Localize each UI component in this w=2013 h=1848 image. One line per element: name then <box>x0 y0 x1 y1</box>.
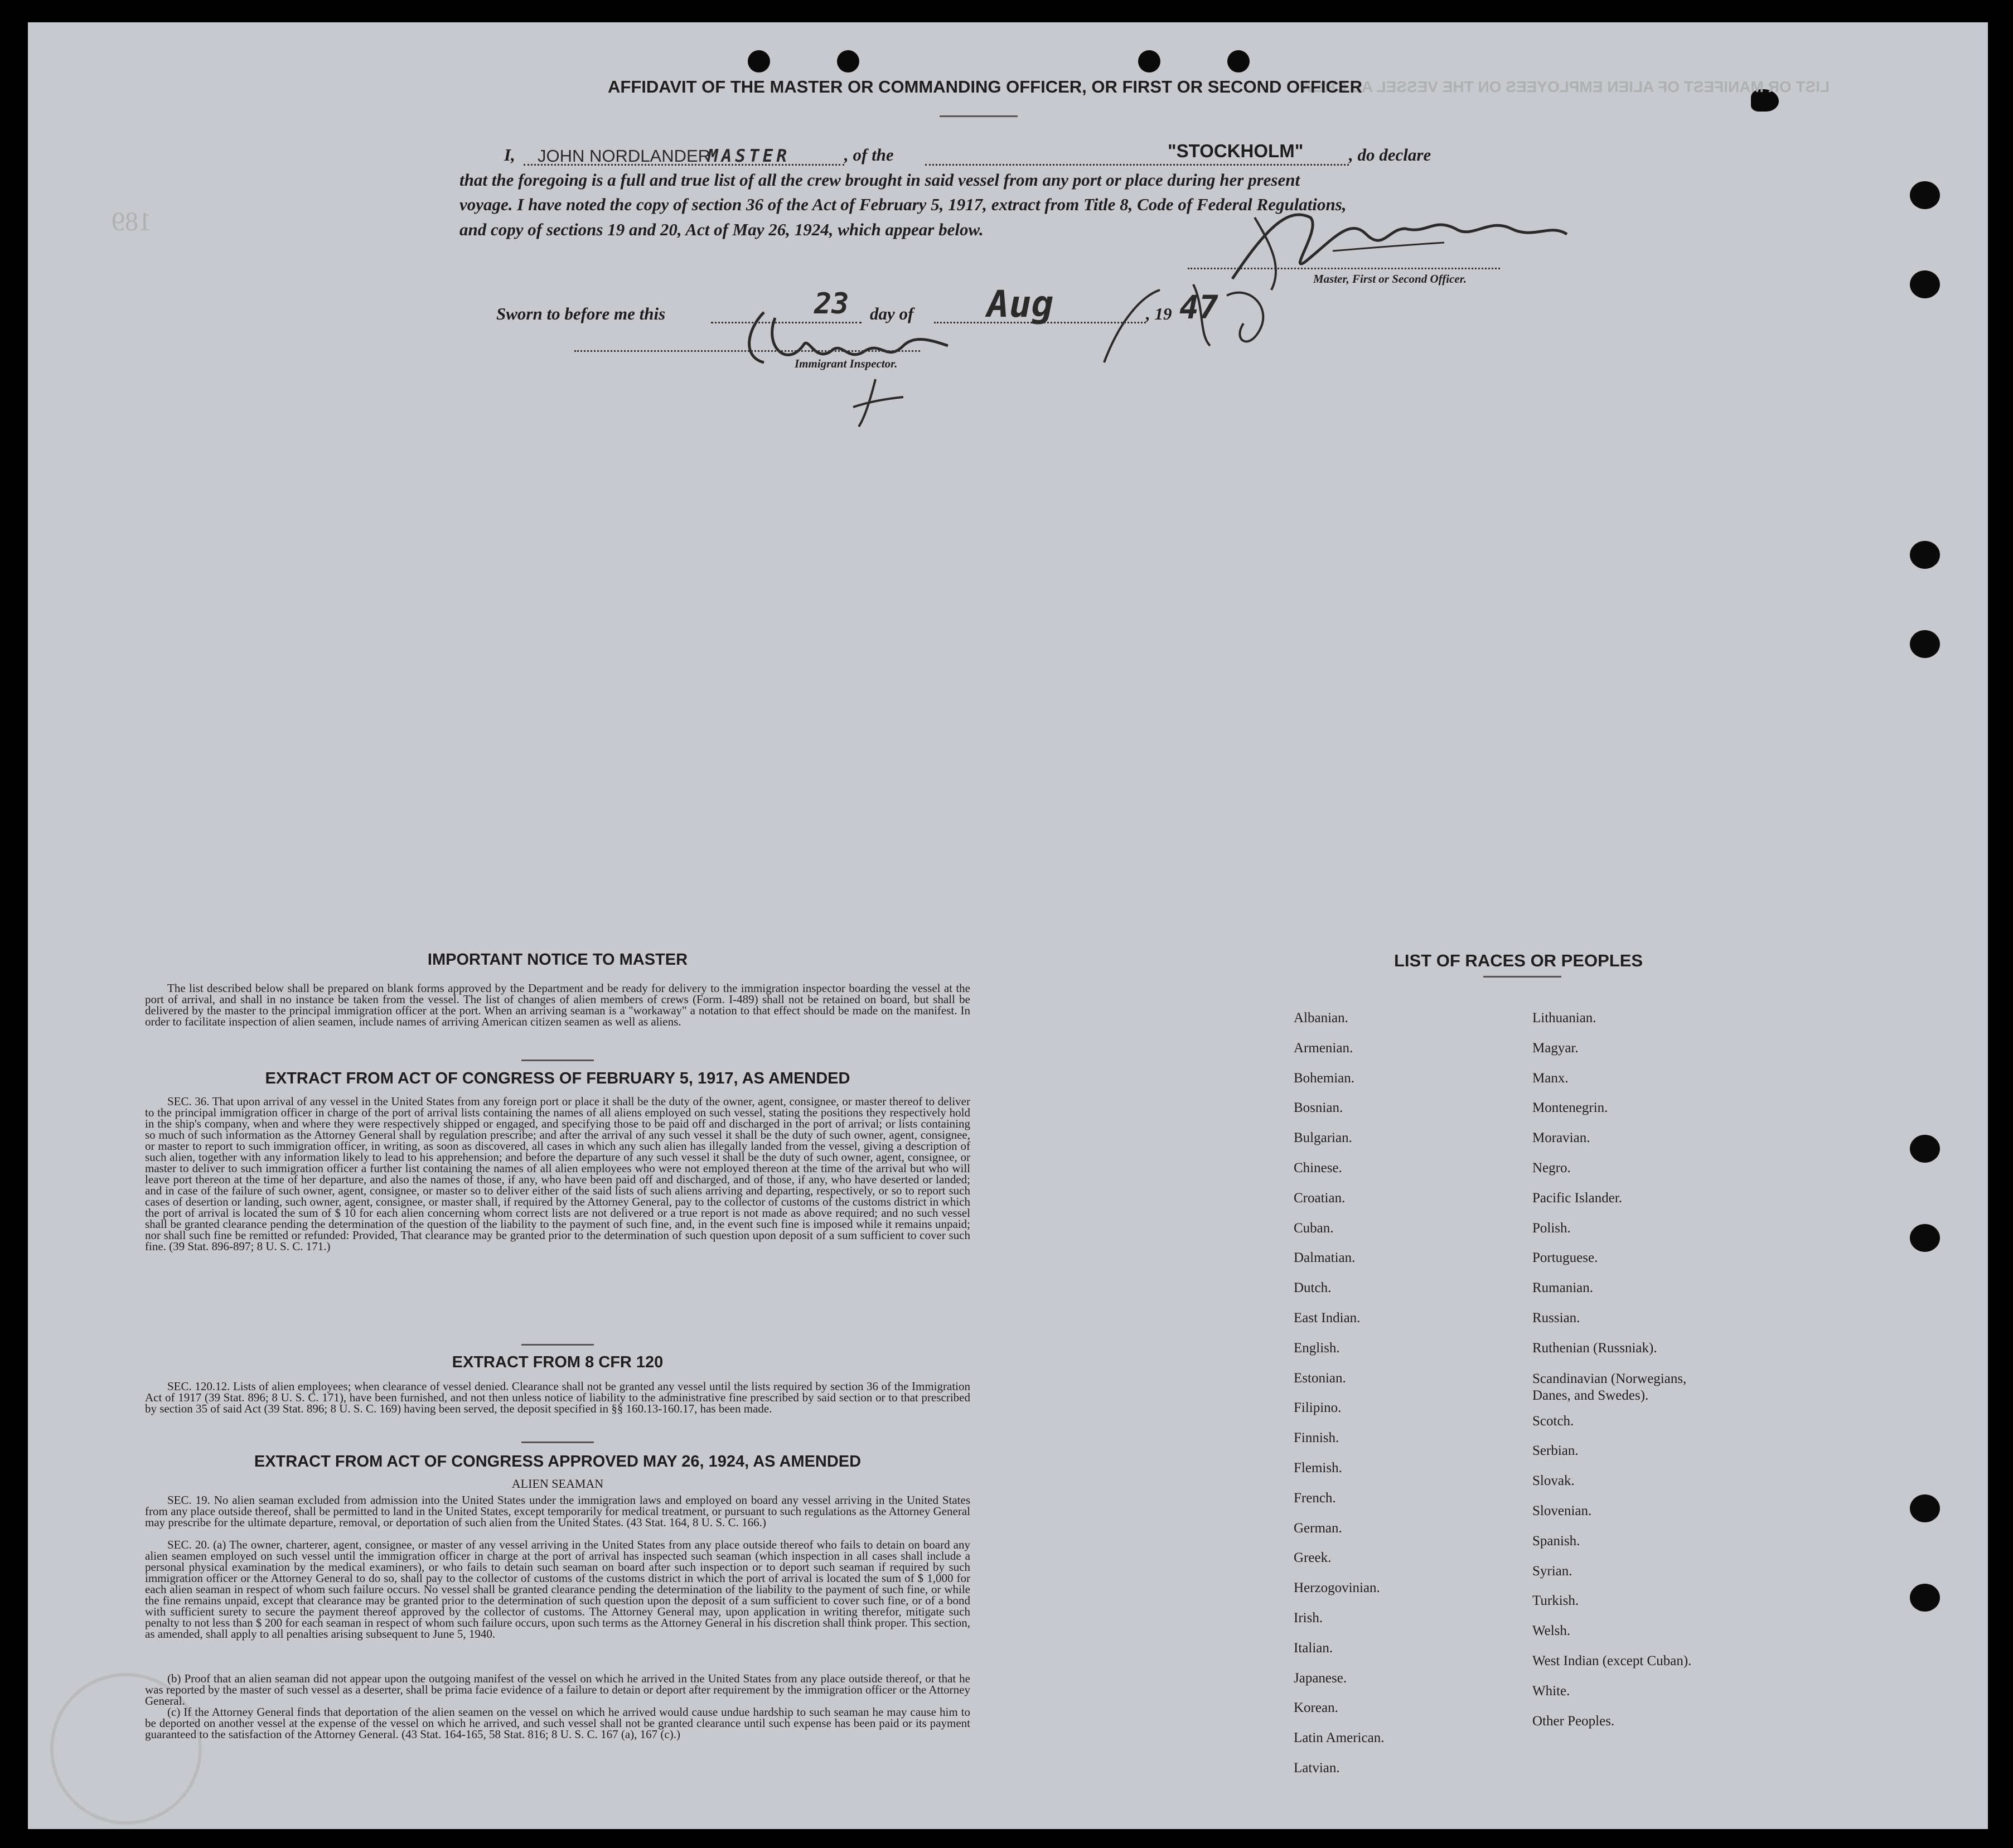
extract-cfr-body: SEC. 120.12. Lists of alien employees; when clearance of vessel denied. Clearance shall not be granted any vessel until the lists required by section 36 of the Immigration Act of 1917 (39 Stat. 896; 8 U. S. C. 171), have been furnished, and not then unless notice of liability to the administrative fine prescribed by said section or to that prescribed by section 35 of said Act (39 Stat. 896; 8 U. S. C. 169) having been served, the deposit specified in §§ 160.13-160.17, has been made. <box>145 1380 970 1415</box>
divider <box>940 115 1018 117</box>
master-name: JOHN NORDLANDER <box>538 146 711 166</box>
inspector-signature-line <box>574 350 920 352</box>
extract-cfr-title: EXTRACT FROM 8 CFR 120 <box>452 1353 664 1371</box>
bleed-through-header: LIST OR MANIFEST OF ALIEN EMPLOYEES ON THE VESSEL AS CREW <box>1299 78 1830 95</box>
sworn-label: Sworn to before me this <box>496 304 666 323</box>
race-item: Cuban. <box>1294 1220 1334 1236</box>
document-page <box>28 22 1988 1829</box>
extract-1924-title: EXTRACT FROM ACT OF CONGRESS APPROVED MAY 26, 1924, AS AMENDED <box>254 1453 862 1470</box>
punch-hole <box>1910 541 1940 569</box>
vessel-field-line <box>925 164 1349 166</box>
divider <box>521 1441 594 1443</box>
race-item: Negro. <box>1532 1160 1571 1175</box>
race-item: Spanish. <box>1532 1533 1580 1549</box>
year-prefix: , 19 <box>1146 304 1172 323</box>
race-item: Portuguese. <box>1532 1250 1598 1266</box>
notice-title: IMPORTANT NOTICE TO MASTER <box>427 951 688 969</box>
race-item: Syrian. <box>1532 1563 1572 1579</box>
race-item: Slovenian. <box>1532 1503 1592 1518</box>
divider <box>521 1060 594 1061</box>
punch-hole <box>837 50 859 72</box>
race-item: Manx. <box>1532 1070 1569 1086</box>
race-item: Magyar. <box>1532 1040 1579 1056</box>
punch-hole <box>1227 50 1250 72</box>
punch-hole <box>1910 1135 1940 1163</box>
race-item: Albanian. <box>1294 1010 1348 1025</box>
extract-1924-sec20c: (c) If the Attorney General finds that deportation of the alien seamen on the vessel on which he arrived would cause undue hardship to such seaman he may cause him to be deported on another vessel at the expense of the vessel on which he arrived, and such vessel shall not be granted clearance until such expense has been paid or its payment guaranteed to the satisfaction of the Attorney General. (43 Stat. 164-165, 58 Stat. 816; 8 U. S. C. 167 (a), 167 (c).) <box>145 1705 970 1741</box>
punch-hole <box>1910 181 1940 209</box>
race-item: Pacific Islander. <box>1532 1190 1623 1206</box>
extract-1924-sec20a: SEC. 20. (a) The owner, charterer, agent, consignee, or master of any vessel arriving in the United States from any place outside thereof who fails to detain on board any alien seamen employed on such vessel until the immigration officer in charge at the port of arrival has inspected such seaman (which inspection in all cases shall include a personal physical examination by the medical examiners), or who fails to detain such seaman on board after such inspection or to deport such seaman if required by such immigration officer or the Attorney General to do so, shall pay to the collector of customs of the customs district in which the port of arrival is located the sum of $ 1,000 for each alien seaman in respect of whom such failure occurs. No vessel shall be granted clearance pending the determination of the liability to the payment of such fine, or while the fine remains unpaid, except that clearance may be granted prior to the determination of such question upon the deposit of a sum sufficient to cover such fine, or of a bond with sufficient surety to secure the payment thereof approved by the collector of customs. The Attorney General may, upon application in writing therefor, mitigate such penalty to not less than $ 200 for each seaman in respect of whom such failure occurs, upon such terms as the Attorney General in his discretion shall think proper. This section, as amended, shall apply to all penalties arising subsequent to June 5, 1940. <box>145 1538 970 1641</box>
race-item: Italian. <box>1294 1640 1333 1656</box>
extract-1924-sec19: SEC. 19. No alien seaman excluded from admission into the United States under the immigration laws and employed on board any vessel arriving in the United States from any place outside thereof, shall be permitted to land in the United States, except temporarily for medical treatment, or pursuant to such regulations as the Attorney General may prescribe for the ultimate departure, removal, or deportation of such alien from the United States. (43 Stat. 164, 8 U. S. C. 166.) <box>145 1493 970 1529</box>
race-item: Ruthenian (Russniak). <box>1532 1340 1657 1356</box>
race-item: Bosnian. <box>1294 1100 1343 1116</box>
pre-name: I, <box>504 145 515 165</box>
divider <box>1483 976 1561 978</box>
inspector-initial-flourish <box>1093 262 1294 385</box>
punch-hole <box>1910 630 1940 658</box>
race-item: Flemish. <box>1294 1460 1342 1476</box>
of-the-label: , of the <box>844 145 894 165</box>
day-of-label: day of <box>870 304 914 323</box>
race-item: Filipino. <box>1294 1400 1342 1416</box>
race-item: Chinese. <box>1294 1160 1342 1175</box>
race-item: Finnish. <box>1294 1430 1339 1446</box>
punch-hole <box>1910 1584 1940 1612</box>
race-item: Moravian. <box>1532 1130 1590 1146</box>
race-item: Turkish. <box>1532 1593 1579 1609</box>
punch-hole <box>1138 50 1160 72</box>
master-signature-label: Master, First or Second Officer. <box>1313 272 1467 286</box>
race-item: Latin American. <box>1294 1730 1385 1746</box>
punch-hole <box>1910 1494 1940 1522</box>
notice-body: The list described below shall be prepared on blank forms approved by the Department and be ready for delivery to the immigration inspector boarding the vessel at the port of arrival, and shall in no instance be taken from the vessel. The list of changes of alien members of crews (Form. I-489) shall not be retained on board, but shall be delivered by the master to the principal immigration officer at the port. When an arriving seaman is a "workaway" a notation to that effect should be made on the manifest. In order to facilitate inspection of alien seamen, include names of arriving American citizen seamen as well as aliens. <box>145 981 970 1028</box>
declaration-line-4: and copy of sections 19 and 20, Act of May 26, 1924, which appear below. <box>459 220 984 239</box>
race-item: Lithuanian. <box>1532 1010 1596 1025</box>
race-item: Scotch. <box>1532 1413 1574 1429</box>
sworn-year: 47 <box>1179 288 1218 326</box>
declaration-line-3: voyage. I have noted the copy of section 36 of the Act of February 5, 1917, extract from Title 8, Code of Federal Regulations, <box>459 195 1347 214</box>
race-item: White. <box>1532 1683 1570 1699</box>
race-item: German. <box>1294 1520 1342 1536</box>
race-item: Irish. <box>1294 1610 1323 1626</box>
race-item: Armenian. <box>1294 1040 1353 1056</box>
race-item: Croatian. <box>1294 1190 1346 1206</box>
extract-1924-subtitle: ALIEN SEAMAN <box>511 1477 604 1491</box>
extract-1917-body: SEC. 36. That upon arrival of any vessel in the United States from any foreign port or place it shall be the duty of the owner, agent, consignee, or master thereof to deliver to the principal immigration officer in charge of the port of arrival lists containing the names of all aliens employed on such vessel, stating the positions they respectively hold in the ship's company, when and where they were respectively shipped or engaged, and specifying those to be paid off and discharged in the port of arrival; or lists containing so much of such information as the Attorney General shall by regulation prescribe; and after the arrival of any such vessel it shall be the duty of such owner, agent, consignee, or master to report to such immigration officer, in writing, as soon as discovered, all cases in which any such alien has illegally landed from the vessel, giving a description of such alien, together with any information likely to lead to his apprehension; and before the departure of any such vessel it shall be the duty of such owner, agent, consignee, or master to deliver to such immigration officer a further list containing the names of all alien employees who were not employed thereon at the time of the arrival but who will leave port thereon at the time of her departure, and also the names of those, if any, who have been paid off and discharged, and of those, if any, who have deserted or landed; and in case of the failure of such owner, agent, consignee, or master so to deliver either of the said lists of such aliens arriving and departing, respectively, or so to report such cases of desertion or landing, such owner, agent, consignee, or master shall, if required by the Attorney General, pay to the collector of customs of the customs district in which the port of arrival is located the sum of $ 10 for each alien concerning whom correct lists are not delivered or a true report is not made as above required; and no such vessel shall be granted clearance pending the determination of the question of the liability to the payment of such fine, and, in the event such fine is imposed while it remains unpaid; nor shall such fine be remitted or refunded: Provided, That clearance may be granted prior to the determination of such question upon deposit of a sum sufficient to cover such fine. (39 Stat. 896-897; 8 U. S. C. 171.) <box>145 1095 970 1253</box>
race-item: Russian. <box>1532 1310 1580 1325</box>
race-item: Rumanian. <box>1532 1280 1594 1296</box>
master-rank: MASTER <box>708 146 790 166</box>
page-number: 189 <box>112 207 152 236</box>
race-item: Other Peoples. <box>1532 1713 1615 1729</box>
inspector-label: Immigrant Inspector. <box>795 357 898 370</box>
race-item: East Indian. <box>1294 1310 1361 1325</box>
punch-hole <box>748 50 770 72</box>
extract-1924-sec20b: (b) Proof that an alien seaman did not appear upon the outgoing manifest of the vessel on which he arrived in the United States from any place outside thereof, or that he was reported by the master of such vessel as a deserter, shall be prima facie evidence of a failure to detain or deport after requirement by the immigration officer or the Attorney General. <box>145 1672 970 1707</box>
race-item: Bohemian. <box>1294 1070 1355 1086</box>
race-item: English. <box>1294 1340 1340 1356</box>
race-item: Scandinavian (Norwegians, Danes, and Swedes). <box>1532 1371 1687 1403</box>
punch-hole <box>1910 270 1940 298</box>
extract-1917-title: EXTRACT FROM ACT OF CONGRESS OF FEBRUARY 5, 1917, AS AMENDED <box>265 1070 850 1087</box>
race-item: Dutch. <box>1294 1280 1332 1296</box>
race-item: Estonian. <box>1294 1370 1346 1386</box>
race-item: Latvian. <box>1294 1760 1340 1776</box>
races-title: LIST OF RACES OR PEOPLES <box>1394 951 1643 970</box>
race-item: French. <box>1294 1490 1336 1506</box>
race-item: Herzogovinian. <box>1294 1580 1380 1596</box>
race-item: Korean. <box>1294 1700 1338 1716</box>
race-item: Montenegrin. <box>1532 1100 1608 1116</box>
race-item: West Indian (except Cuban). <box>1532 1653 1692 1668</box>
race-item: Bulgarian. <box>1294 1130 1352 1146</box>
declaration-line-1 <box>459 141 1580 167</box>
race-item: Welsh. <box>1532 1623 1571 1639</box>
punch-hole <box>1910 1224 1940 1252</box>
race-item: Japanese. <box>1294 1670 1347 1686</box>
race-item: Polish. <box>1532 1220 1571 1236</box>
sworn-day: 23 <box>814 287 849 321</box>
declaration-line-2: that the foregoing is a full and true list of all the crew brought in said vessel from any port or place during her present <box>459 170 1300 190</box>
vessel-name: "STOCKHOLM" <box>1168 141 1304 161</box>
sworn-month: Aug <box>987 283 1054 326</box>
race-item: Dalmatian. <box>1294 1250 1356 1266</box>
race-item: Slovak. <box>1532 1473 1575 1489</box>
race-item: Serbian. <box>1532 1443 1579 1459</box>
divider <box>521 1344 594 1346</box>
do-declare-label: , do declare <box>1349 145 1431 165</box>
affidavit-title: AFFIDAVIT OF THE MASTER OR COMMANDING OFFICER, OR FIRST OR SECOND OFFICER <box>608 77 1363 96</box>
race-item: Greek. <box>1294 1550 1332 1566</box>
